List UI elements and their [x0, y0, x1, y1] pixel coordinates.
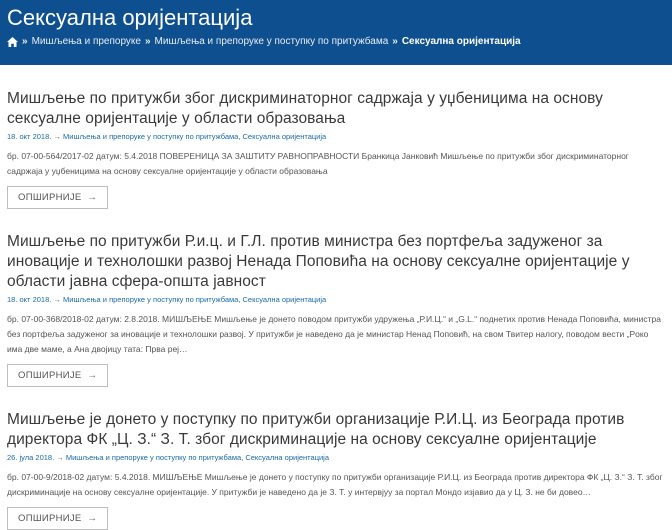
breadcrumb-separator: » — [144, 36, 151, 47]
post-list — [0, 89, 672, 530]
post-item — [7, 89, 665, 209]
page-title: Сексуална оријентација — [7, 5, 253, 30]
breadcrumb-separator: » — [392, 36, 398, 47]
post-item — [7, 232, 665, 387]
post-excerpt: бр. 07-00-368/2018-02 датум: 2.8.2018. МИШЉЕЊЕ Мишљење је донето поводом притужби удружења „Р.И.Ц.“ и „G.L.“ поднетих против Ненада Поповића, министра без портфеља задуженог за иновације и технолошки развој. У притужби је наведено да је министар Ненад Поповић, на свом Твитер налогу, поводом вести „Рoко има две маме, а Ана двојицу тата: Прва реј… — [7, 314, 661, 354]
arrow-right-icon: → — [87, 370, 98, 381]
arrow-right-icon: → — [87, 192, 98, 203]
breadcrumb-link-opinions[interactable]: Мишљења и препоруке — [31, 36, 141, 47]
breadcrumb-current: Сексуална оријентација — [401, 36, 521, 47]
breadcrumb-separator: » — [22, 36, 28, 47]
post-meta: 18. окт 2018. → Мишљења и препоруке у поступку по притужбама, Сексуална оријентација — [7, 295, 327, 304]
read-more-button[interactable] — [7, 364, 108, 387]
post-category-link[interactable]: Сексуална оријентација — [245, 453, 330, 462]
meta-arrow: → — [53, 295, 61, 304]
page-header — [0, 0, 672, 65]
post-title[interactable]: Мишљење по притужби због дискриминаторног садржаја у уџбеницима на основу сексуалне оријентације у области образовања — [7, 90, 603, 127]
post-category-link[interactable]: Мишљења и препоруке у поступку по притужбама — [63, 132, 239, 141]
post-date: 18. окт 2018. — [7, 132, 52, 141]
arrow-right-icon: → — [87, 513, 98, 524]
breadcrumb-link-complaints[interactable]: Мишљења и препоруке у поступку по притужбама — [154, 36, 389, 47]
post-excerpt: бр. 07-00-564/2017-02 датум: 5.4.2018 ПОВЕРЕНИЦА ЗА ЗАШТИТУ РАВНОПРАВНОСТИ Бранкица Јанковић Мишљење по притужби због дискриминаторног садржаја у уџбеницима на основу сексуалне оријентације у области образовања — [7, 151, 629, 176]
post-title[interactable]: Мишљење је донето у поступку по притужби организације Р.И.Ц. из Београда против директора ФК „Ц. З.“ З. Т. због дискриминације на основу сексуалне оријентације — [7, 411, 625, 448]
meta-arrow: → — [53, 132, 61, 141]
post-excerpt: бр. 07-00-9/2018-02 датум: 5.4.2018. МИШЉЕЊЕ Мишљење је донето у поступку по притужби организације Р.И.Ц. из Београда против директора ФК „Ц. З.“ З. Т. због дискриминације на основу сексуалне оријентације. У притужби је наведено да је З. Т. у интервјуу за портал Мондо изјавио да у Ц. З. не би довео… — [7, 472, 663, 497]
post-category-link[interactable]: Сексуална оријентација — [242, 295, 327, 304]
post-meta: 26. јула 2018. → Мишљења и препоруке у поступку по притужбама, Сексуална оријентација — [7, 453, 330, 462]
read-more-button[interactable] — [7, 186, 108, 209]
post-category-link[interactable]: Сексуална оријентација — [242, 132, 327, 141]
post-item — [7, 410, 665, 530]
post-title[interactable]: Мишљење по притужби Р.и.ц. и Г.Л. против министра без портфеља задуженог за иновације и технолошки развој Ненада Поповића на основу сексуалне оријентације у области јавна сфера-општа јавност — [7, 233, 630, 290]
meta-arrow: → — [56, 453, 64, 462]
home-icon[interactable] — [7, 37, 18, 47]
post-date: 26. јула 2018. — [7, 453, 55, 462]
read-more-label: ОПШИРНИЈЕ — [18, 513, 82, 524]
breadcrumb — [7, 36, 665, 47]
post-category-link[interactable]: Мишљења и препоруке у поступку по притужбама — [65, 453, 242, 462]
read-more-label: ОПШИРНИЈЕ — [18, 370, 82, 381]
post-category-link[interactable]: Мишљења и препоруке у поступку по притужбама — [63, 295, 239, 304]
post-meta: 18. окт 2018. → Мишљења и препоруке у поступку по притужбама, Сексуална оријентација — [7, 132, 327, 141]
read-more-button[interactable] — [7, 507, 108, 530]
post-date: 18. окт 2018. — [7, 295, 52, 304]
read-more-label: ОПШИРНИЈЕ — [18, 192, 82, 203]
